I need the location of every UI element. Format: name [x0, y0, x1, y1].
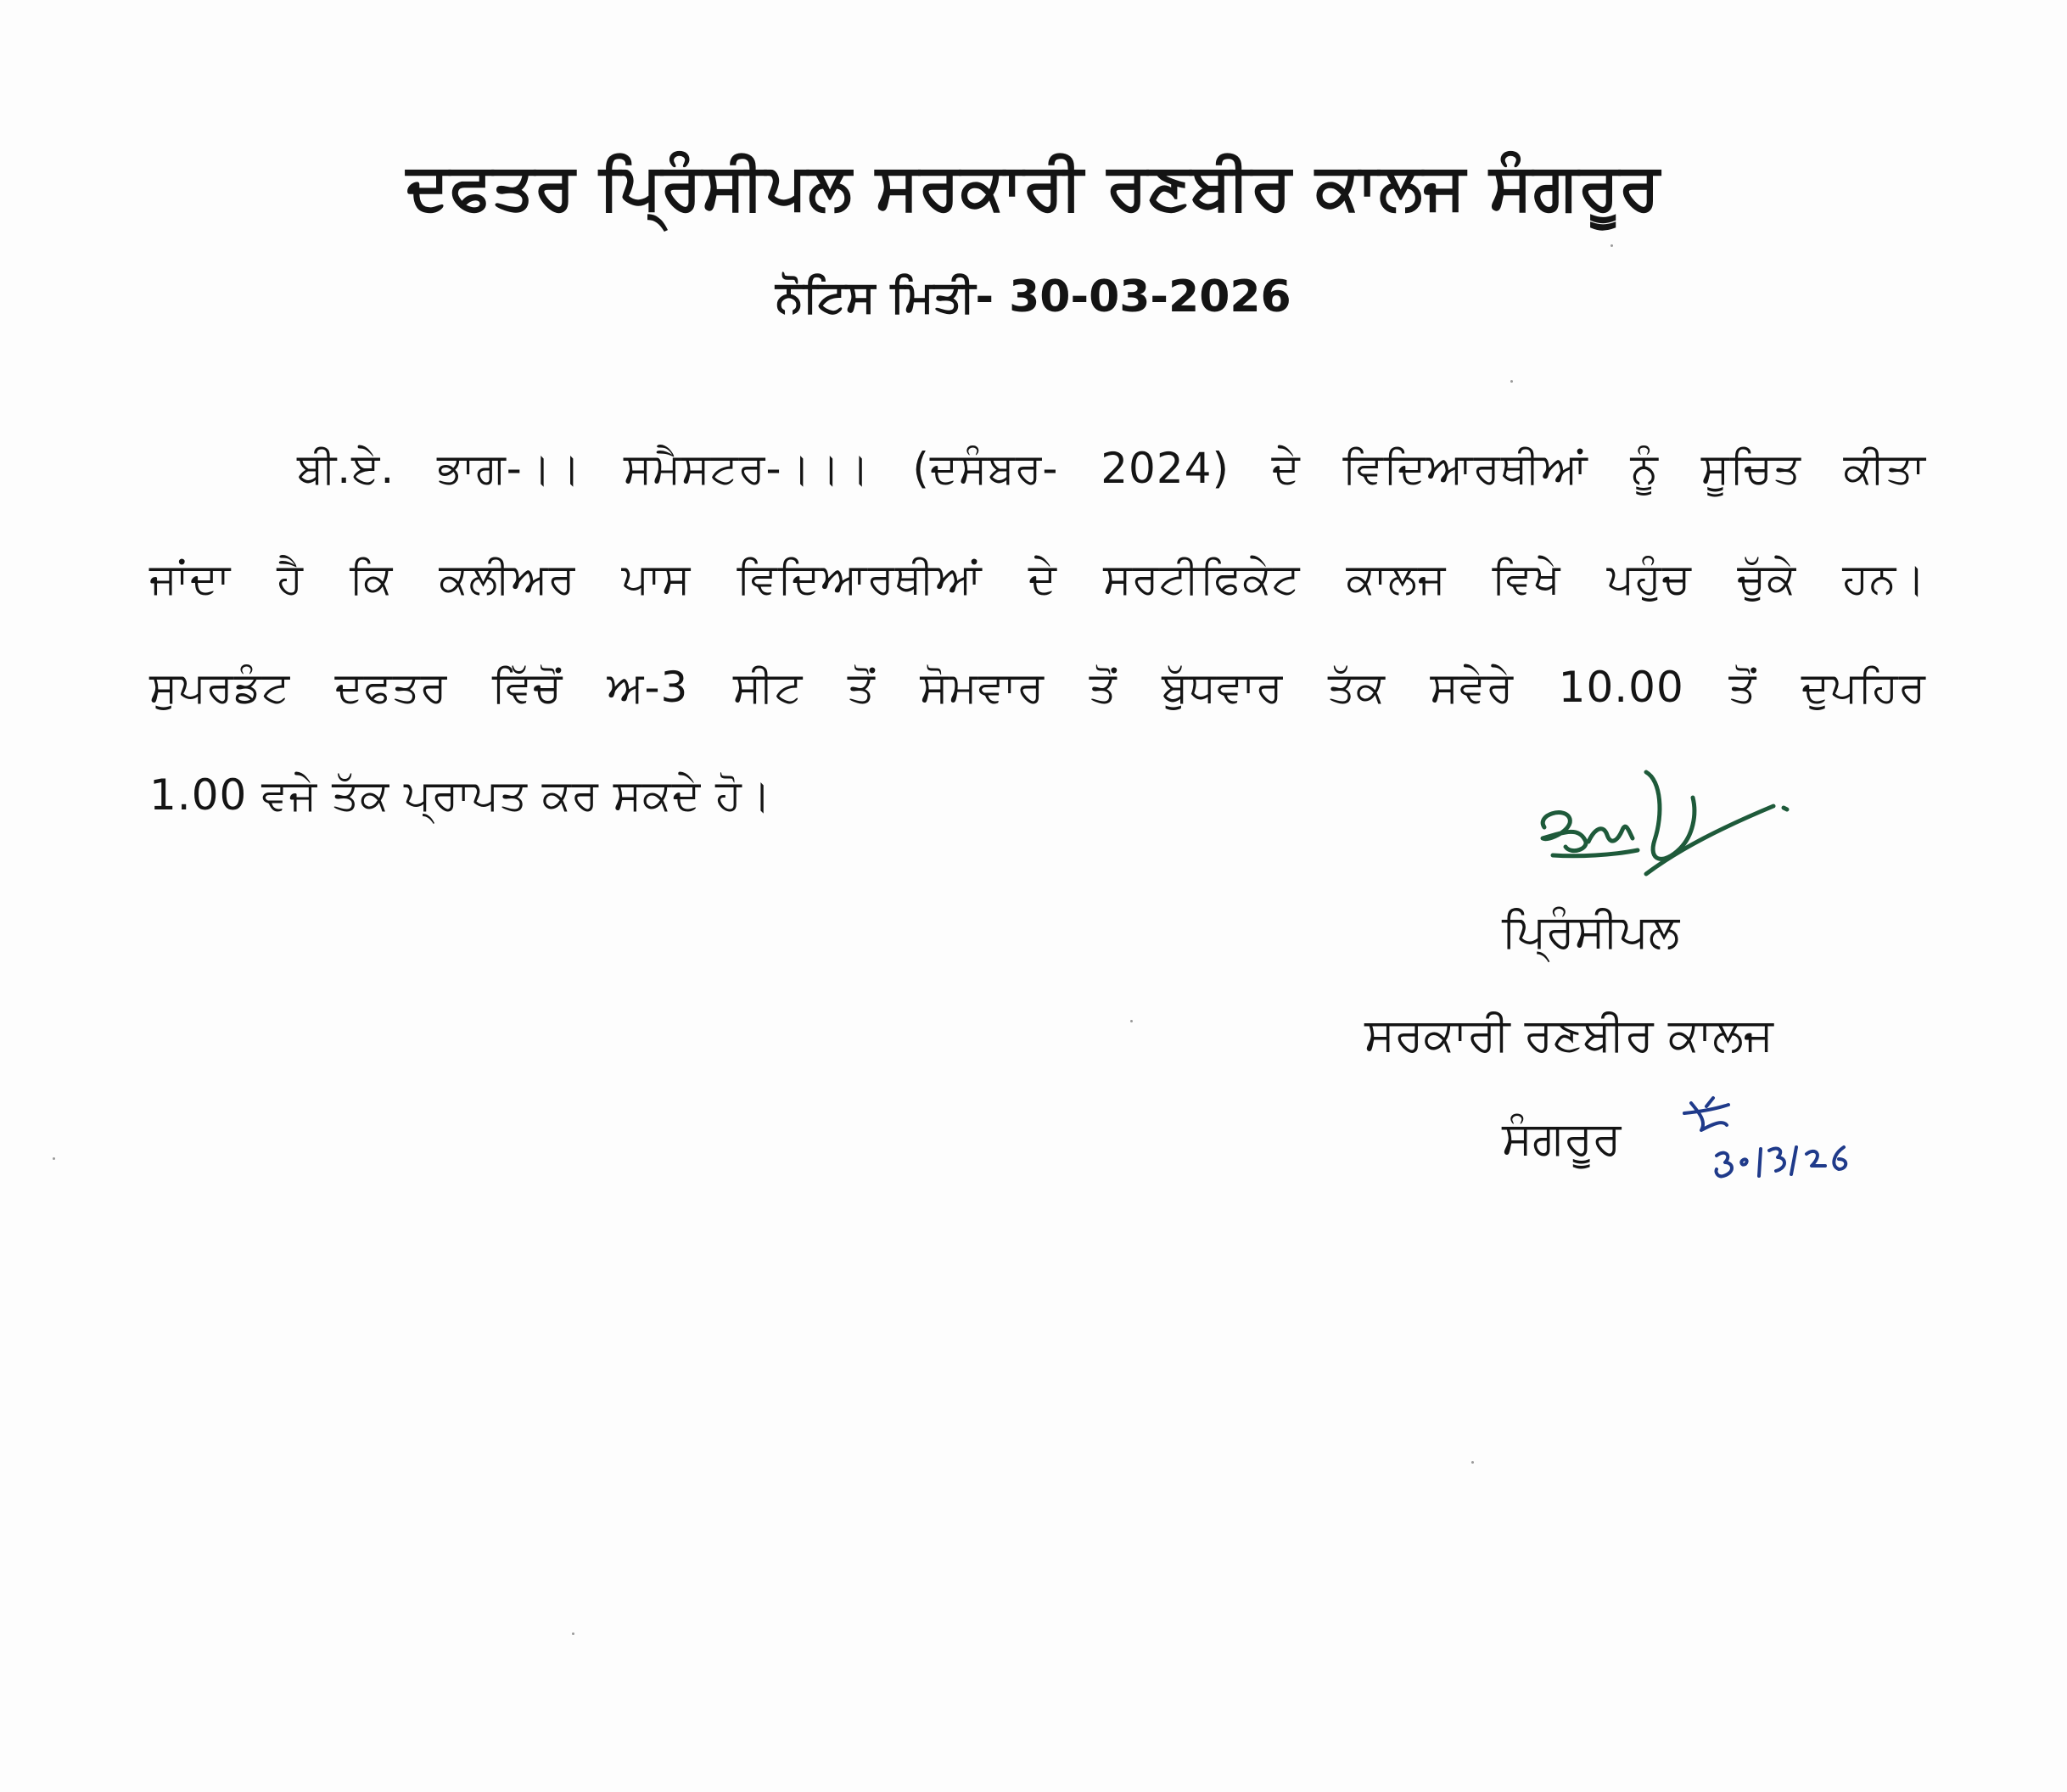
office-title: ਦਫਤਰ ਪ੍ਰਿੰਸੀਪਲ ਸਰਕਾਰੀ ਰਣਬੀਰ ਕਾਲਜ ਸੰਗਰੂਰ — [406, 148, 1661, 224]
signatory-city: ਸੰਗਰੂਰ — [1502, 1112, 1622, 1165]
scan-speck — [53, 1157, 55, 1160]
signatory-designation: ਪ੍ਰਿੰਸੀਪਲ — [1502, 904, 1680, 958]
notice-body-line: ਜਾਂਦਾ ਹੈ ਕਿ ਕਲੀਅਰ ਪਾਸ ਵਿਦਿਆਰਥੀਆਂ ਦੇ ਸਰਟੀਫਿਕੇਟ ਕਾਲਜ ਵਿਖੇ ਪਹੁੰਚ ਚੁੱਕੇ ਹਨ। — [149, 554, 1926, 603]
handwritten-initials-date — [1676, 1088, 1871, 1198]
scan-speck — [572, 1632, 574, 1635]
scan-speck — [1471, 1461, 1474, 1464]
notice-date: ਨੋਟਿਸ ਮਿਤੀ- 30-03-2026 — [776, 272, 1291, 322]
notice-body-line: ਬੀ.ਏ. ਭਾਗ-।। ਸਮੈਸਟਰ-।।। (ਦਸੰਬਰ- 2024) ਦੇ ਵਿਦਿਆਰਥੀਆਂ ਨੂੰ ਸੂਚਿਤ ਕੀਤਾ — [297, 444, 1926, 493]
notice-body-line: ਸੁਪਰਡੰਟ ਦਫਤਰ ਵਿੱਚੋਂ ਅ-3 ਸੀਟ ਤੋਂ ਸੋਮਵਾਰ ਤੋਂ ਬੁੱਧਵਾਰ ਤੱਕ ਸਵੇਰੇ 10.00 ਤੋਂ ਦੁਪਹਿਰ — [149, 663, 1926, 712]
principal-signature — [1519, 747, 1799, 891]
scan-speck — [1510, 380, 1513, 383]
notice-body-line: 1.00 ਵਜੇ ਤੱਕ ਪ੍ਰਾਪਤ ਕਰ ਸਕਦੇ ਹੋ। — [149, 770, 772, 820]
scan-speck — [1130, 1020, 1133, 1022]
signatory-institution: ਸਰਕਾਰੀ ਰਣਬੀਰ ਕਾਲਜ — [1364, 1008, 1773, 1061]
scan-speck — [1610, 244, 1613, 247]
